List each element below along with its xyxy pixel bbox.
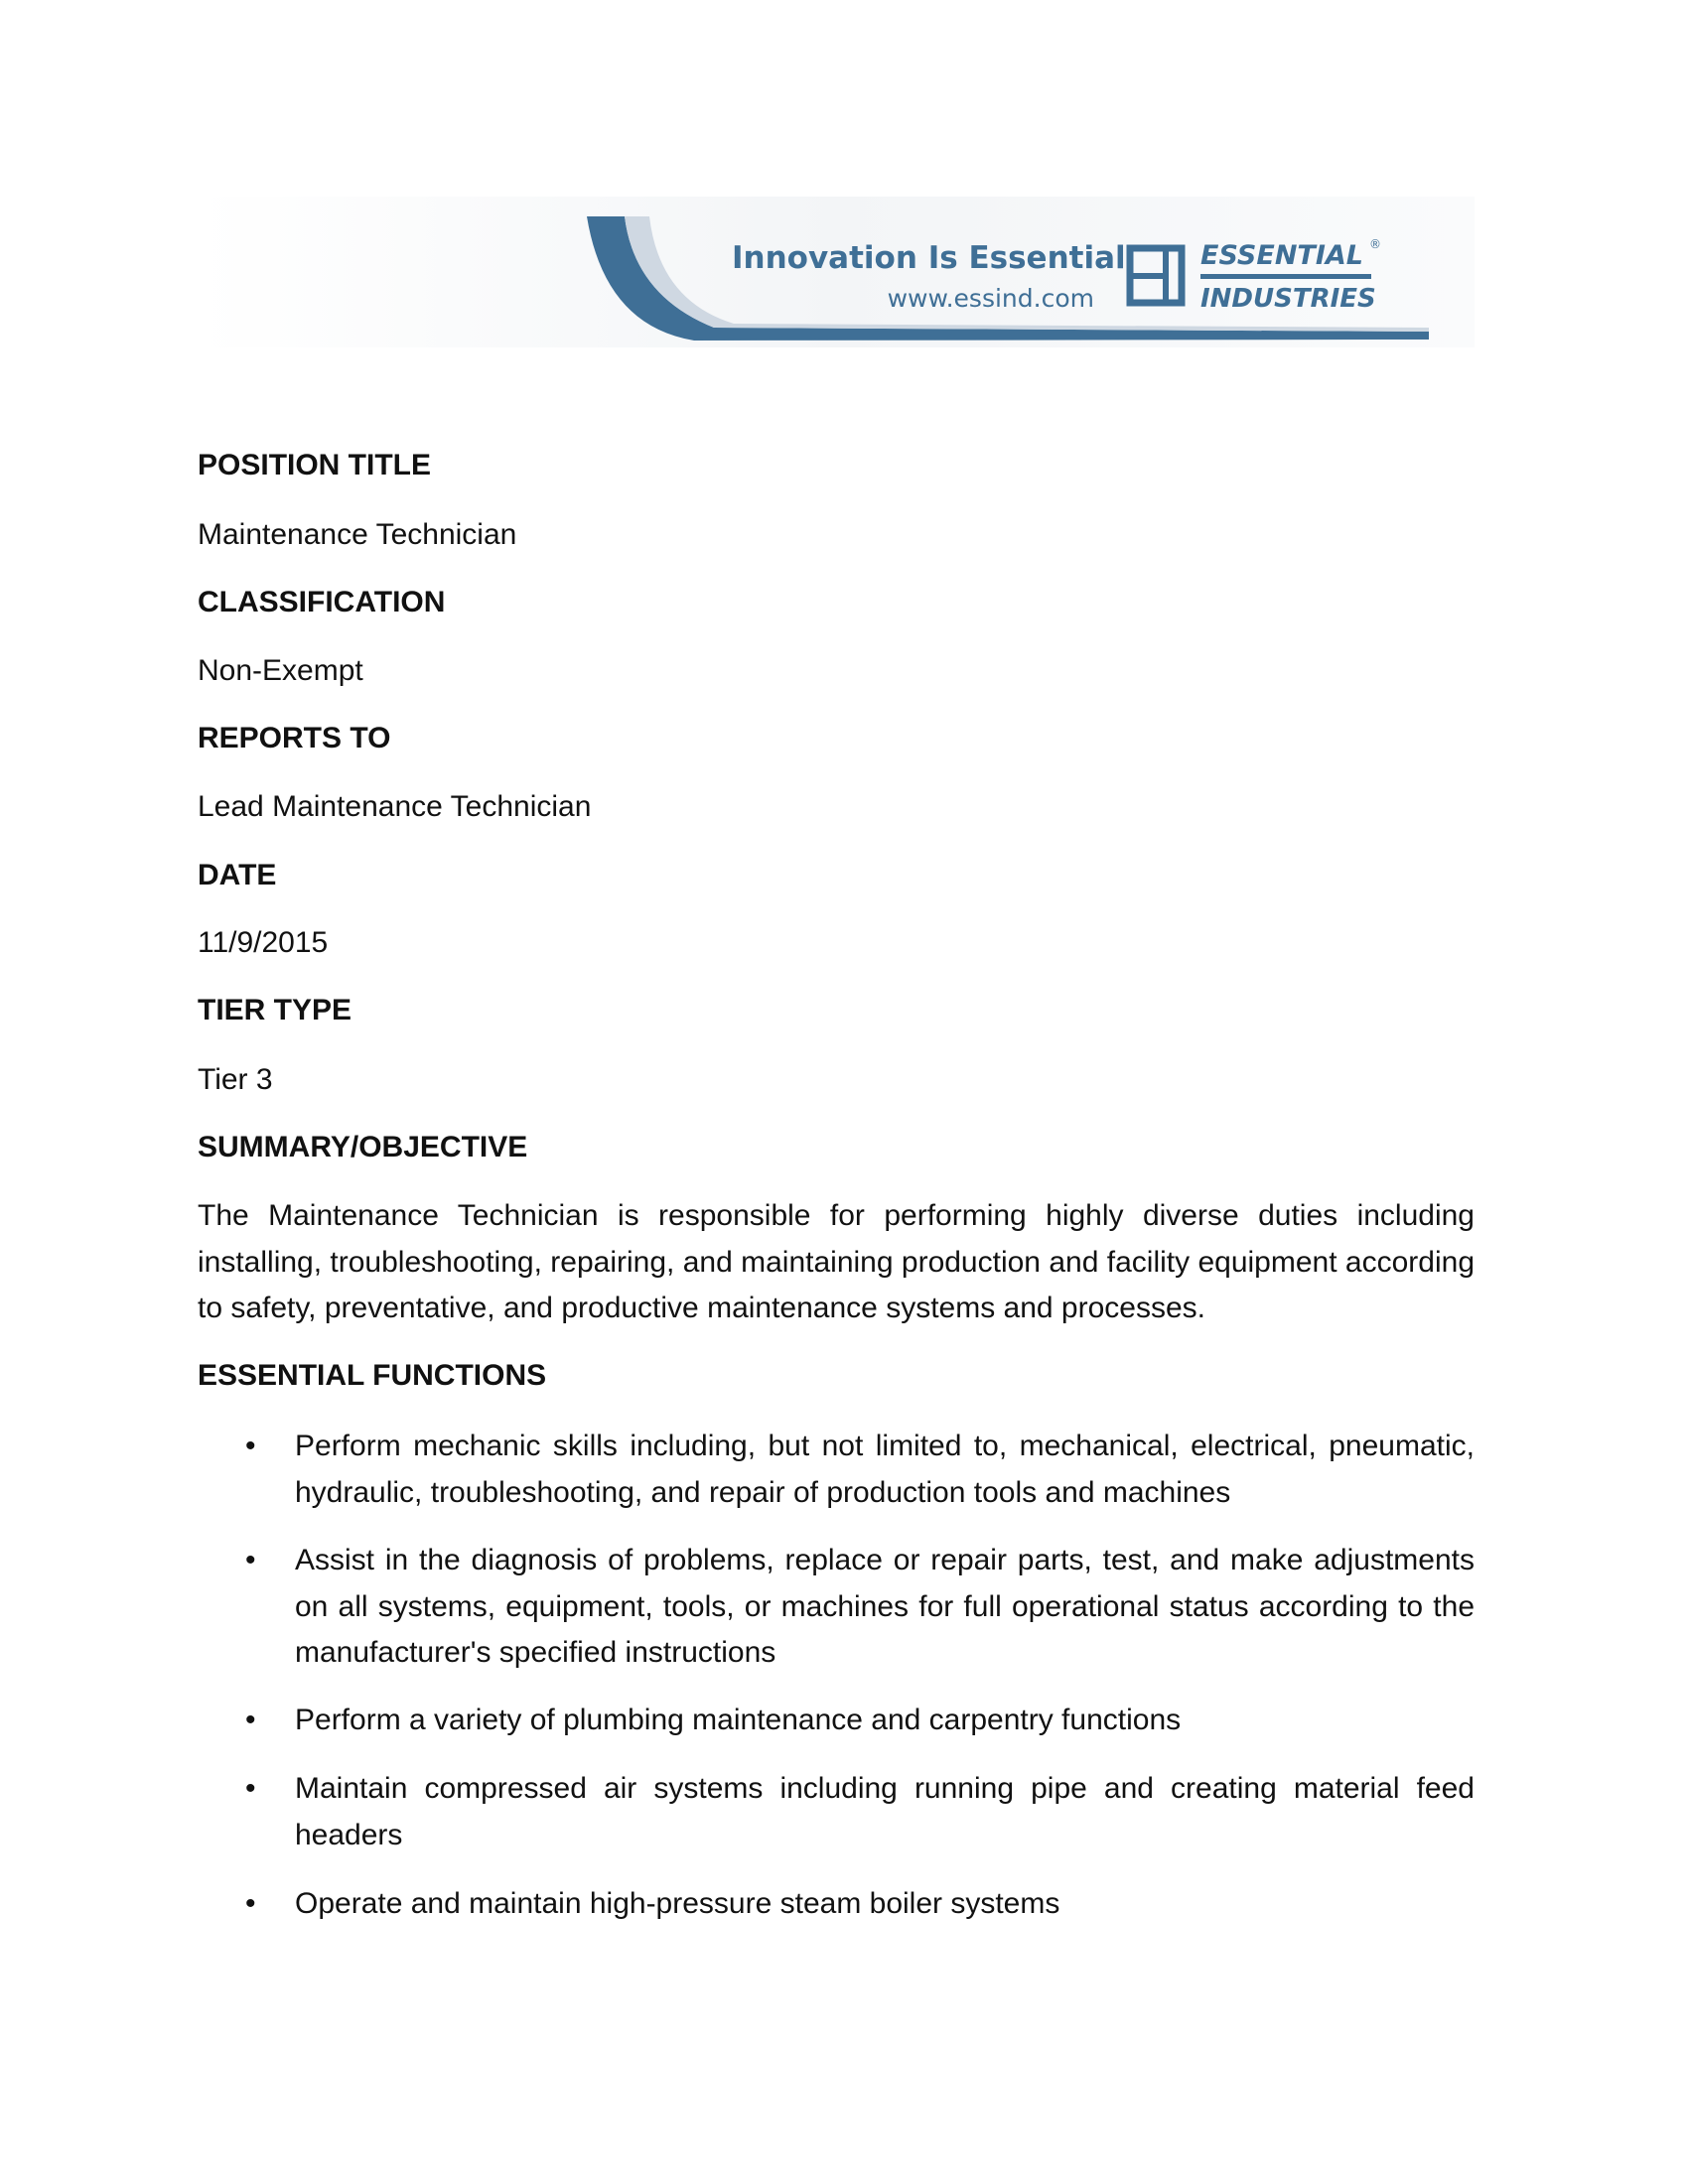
logo-tagline: Innovation Is Essential xyxy=(732,240,1126,276)
position-title-label: POSITION TITLE xyxy=(198,449,432,481)
function-item xyxy=(245,1698,1475,1744)
function-item xyxy=(245,1424,1475,1516)
function-item xyxy=(245,1766,1475,1858)
bullet-icon: • xyxy=(245,1704,256,1736)
essential-functions-label: ESSENTIAL FUNCTIONS xyxy=(198,1359,547,1392)
bullet-icon: • xyxy=(245,1772,256,1805)
function-text: Perform mechanic skills including, but not limited to, mechanical, electrical, pneumatic, hydraulic, troubleshooting, and repair of production tools and machines xyxy=(295,1430,1475,1509)
registered-mark: ® xyxy=(1369,237,1381,251)
company-logo-banner xyxy=(198,197,1475,347)
bullet-icon: • xyxy=(245,1887,256,1920)
classification-value: Non-Exempt xyxy=(198,654,363,687)
logo-brand-top: ESSENTIAL xyxy=(1200,240,1363,271)
function-text: Operate and maintain high-pressure steam boiler systems xyxy=(295,1887,1060,1920)
summary-label: SUMMARY/OBJECTIVE xyxy=(198,1131,528,1163)
summary-text: The Maintenance Technician is responsible for performing highly diverse duties including installing, troubleshooting, repairing, and maintaining production and facility equipment according to safety, preventative, and productive maintenance systems and processes. xyxy=(198,1199,1475,1324)
position-title-value: Maintenance Technician xyxy=(198,518,517,551)
date-label: DATE xyxy=(198,859,277,891)
function-text: Perform a variety of plumbing maintenance and carpentry functions xyxy=(295,1704,1182,1736)
tier-type-value: Tier 3 xyxy=(198,1063,273,1096)
logo-brand-bottom: INDUSTRIES xyxy=(1200,284,1376,314)
reports-to-value: Lead Maintenance Technician xyxy=(198,790,592,823)
date-value: 11/9/2015 xyxy=(198,926,329,959)
function-text: Maintain compressed air systems including running pipe and creating material feed headers xyxy=(295,1772,1475,1851)
function-item xyxy=(245,1881,1475,1928)
function-item xyxy=(245,1538,1475,1677)
function-text: Assist in the diagnosis of problems, replace or repair parts, test, and make adjustments on all systems, equipment, tools, or machines for full operational status according to the manufacturer's specified instructions xyxy=(295,1544,1475,1669)
reports-to-label: REPORTS TO xyxy=(198,722,391,754)
essential-industries-logo xyxy=(198,197,1475,347)
classification-label: CLASSIFICATION xyxy=(198,586,446,618)
logo-url: www.essind.com xyxy=(887,284,1094,313)
bullet-icon: • xyxy=(245,1544,256,1576)
bullet-icon: • xyxy=(245,1430,256,1462)
tier-type-label: TIER TYPE xyxy=(198,994,352,1026)
